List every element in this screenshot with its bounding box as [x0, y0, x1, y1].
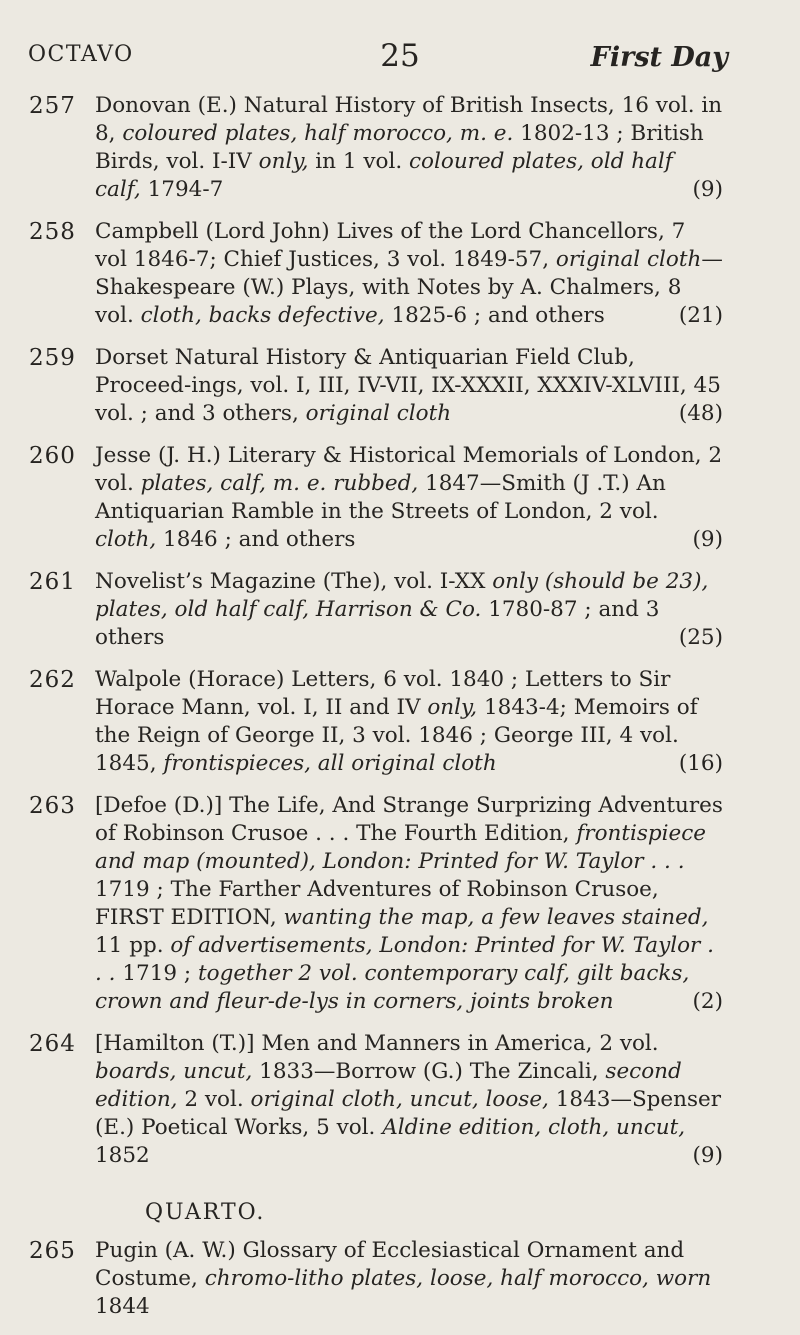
lot-description: Pugin (A. W.) Glossary of Ecclesiastical Ornament and Costume, chromo-litho plates, loose, half morocco, worn 1844 — [95, 1238, 712, 1319]
lot-description: Novelist’s Magazine (The), vol. I-XX only (should be 23), plates, old half calf, Harrison & Co. 1780-87 ; and 3 others — [95, 569, 709, 650]
catalogue-entries — [0, 92, 800, 1335]
lot-number: 262 — [29, 667, 76, 693]
lot-description: [Hamilton (T.)] Men and Manners in America, 2 vol. boards, uncut, 1833—Borrow (G.) The Zincali, second edition, 2 vol. original cloth, uncut, loose, 1843—Spenser (E.) Poetical Works, 5 vol. Aldine edition, cloth, uncut, 1852 — [95, 1031, 722, 1168]
lot-number: 258 — [29, 219, 76, 245]
lot-number: 259 — [29, 345, 76, 371]
sale-day: First Day — [590, 42, 728, 73]
lot-quantity: (9) — [692, 527, 723, 552]
page-number: 25 — [380, 38, 420, 74]
lot-number: 263 — [29, 793, 76, 819]
lot-number: 265 — [29, 1238, 76, 1264]
lot-quantity: (25) — [678, 625, 723, 650]
section-heading-quarto: QUARTO. — [145, 1200, 266, 1225]
lot-description: Jesse (J. H.) Literary & Historical Memorials of London, 2 vol. plates, calf, m. e. rubbed, 1847—Smith (J .T.) An Antiquarian Ramble in the Streets of London, 2 vol. cloth, 1846 ; and others — [95, 443, 723, 552]
lot-number: 261 — [29, 569, 76, 595]
page-header — [0, 38, 800, 82]
lot-entry — [29, 792, 723, 1016]
lot-entry — [29, 568, 723, 652]
lot-description: Dorset Natural History & Antiquarian Field Club, Proceed-ings, vol. I, III, IV-VII, IX-XXXII, XXXIV-XLVIII, 45 vol. ; and 3 others, original cloth — [95, 345, 721, 426]
lot-number: 264 — [29, 1031, 76, 1057]
lot-entry — [29, 442, 723, 554]
lot-quantity: (9) — [692, 177, 723, 202]
lot-description: [Defoe (D.)] The Life, And Strange Surprizing Adventures of Robinson Crusoe . . . The Fourth Edition, frontispiece and map (mounted), London: Printed for W. Taylor . . . 1719 ; The Farther Adventures of Robinson Crusoe, FIRST EDITION, wanting the map, a few leaves stained, 11 pp. of advertisements, London: Printed for W. Taylor . . . 1719 ; together 2 vol. contemporary calf, gilt backs, crown and fleur-de-lys in corners, joints broken — [95, 793, 723, 1014]
lot-quantity: (2) — [692, 989, 723, 1014]
lot-quantity: (21) — [678, 303, 723, 328]
lot-entry — [29, 344, 723, 428]
lot-description: Campbell (Lord John) Lives of the Lord Chancellors, 7 vol 1846-7; Chief Justices, 3 vol. 1849-57, original cloth— Shakespeare (W.) Plays, with Notes by A. Chalmers, 8 vol. cloth, backs defective, 1825-6 ; and others — [95, 219, 723, 328]
lot-quantity: (48) — [678, 401, 723, 426]
lot-entry — [29, 1237, 723, 1321]
lot-entry — [29, 1030, 723, 1170]
lot-number: 257 — [29, 93, 76, 119]
lot-description: Donovan (E.) Natural History of British Insects, 16 vol. in 8, coloured plates, half morocco, m. e. 1802-13 ; British Birds, vol. I-IV only, in 1 vol. coloured plates, old half calf, 1794-7 — [95, 93, 723, 202]
lot-description: Walpole (Horace) Letters, 6 vol. 1840 ; Letters to Sir Horace Mann, vol. I, II and IV only, 1843-4; Memoirs of the Reign of George II, 3 vol. 1846 ; George III, 4 vol. 1845, frontispieces, all original cloth — [95, 667, 698, 776]
lot-entry — [29, 218, 723, 330]
lot-quantity: (9) — [692, 1143, 723, 1168]
lot-entry — [29, 92, 723, 204]
lot-entry — [29, 666, 723, 778]
lot-number: 260 — [29, 443, 76, 469]
section-label: OCTAVO — [28, 42, 134, 67]
lot-quantity: (16) — [678, 751, 723, 776]
